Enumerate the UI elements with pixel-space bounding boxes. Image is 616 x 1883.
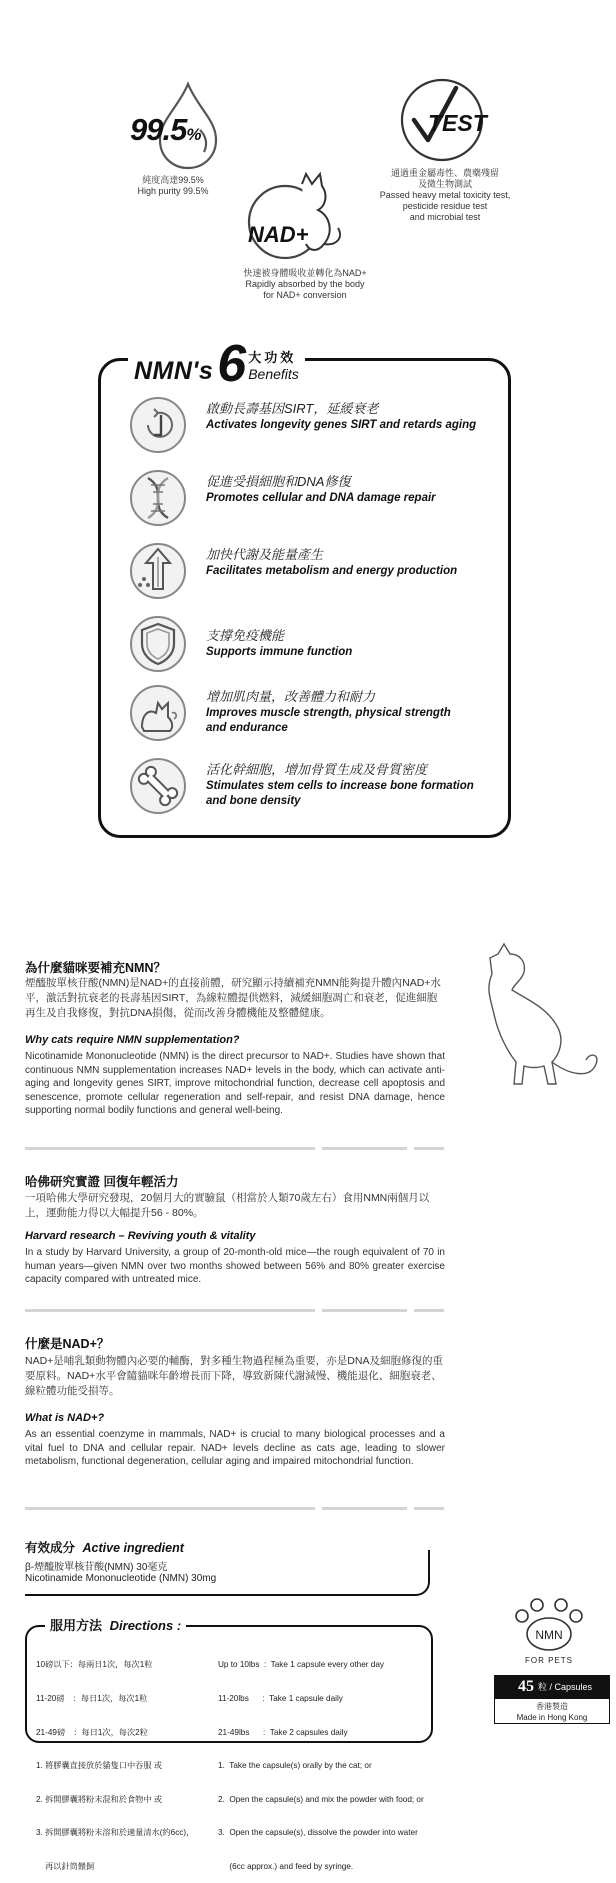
brand-logo-sub: FOR PETS bbox=[524, 1656, 573, 1665]
section-divider bbox=[414, 1507, 444, 1510]
benefit-item bbox=[128, 468, 498, 530]
dna-icon bbox=[128, 468, 188, 528]
directions-cn-line: 2. 拆開膠囊將粉末混和於食物中 或 bbox=[36, 1794, 163, 1804]
directions-title-cn: 服用方法 bbox=[50, 1618, 103, 1633]
nad-label: NAD+ bbox=[248, 222, 309, 247]
section-divider bbox=[25, 1507, 315, 1510]
section-divider bbox=[414, 1309, 444, 1312]
benefit-cn: 促進受損細胞和DNA修復 bbox=[206, 474, 351, 489]
origin-en: Made in Hong Kong bbox=[516, 1713, 588, 1722]
test-caption-en2: pesticide residue test bbox=[402, 201, 488, 211]
capsule-unit: 粒 / Capsules bbox=[538, 1682, 593, 1692]
test-caption-cn2: 及微生物測試 bbox=[417, 179, 472, 189]
directions-title-en: Directions : bbox=[109, 1618, 182, 1633]
directions-cn-line: 11-20磅 ：每日1次，每次1粒 bbox=[36, 1694, 148, 1704]
cat-muscle-icon bbox=[128, 683, 188, 743]
test-caption-cn1: 通過重金屬毒性、農藥殘留 bbox=[390, 168, 499, 178]
test-label: TEST bbox=[428, 110, 487, 136]
harvard-heading-cn: 哈佛研究實證 回復年輕活力 bbox=[25, 1175, 179, 1189]
section-divider bbox=[414, 1147, 444, 1150]
capsule-count-badge bbox=[494, 1675, 610, 1698]
metabolism-arrow-icon bbox=[128, 541, 188, 601]
ingredient-line-cn: β-煙醯胺單核苷酸(NMN) 30毫克 bbox=[25, 1562, 168, 1573]
directions-en-line: 3. Open the capsule(s), dissolve the powder into water bbox=[218, 1828, 418, 1838]
test-caption-en3: and microbial test bbox=[409, 212, 481, 222]
benefit-item bbox=[128, 541, 498, 603]
benefit-en: Improves muscle strength, physical strength bbox=[206, 707, 451, 719]
origin-cn: 香港製造 bbox=[536, 1702, 568, 1711]
bone-icon bbox=[128, 756, 188, 816]
benefit-cn: 增加肌肉量，改善體力和耐力 bbox=[206, 689, 376, 704]
purity-caption-en: High purity 99.5% bbox=[137, 186, 209, 196]
directions-en-line: 11-20lbs : Take 1 capsule daily bbox=[218, 1694, 343, 1704]
benefit-cn: 加快代謝及能量產生 bbox=[206, 547, 324, 562]
nad-heading-en: What is NAD+? bbox=[25, 1412, 105, 1424]
shield-icon bbox=[128, 614, 188, 674]
benefit-en: Promotes cellular and DNA damage repair bbox=[206, 492, 436, 504]
harvard-body-cn: 一項哈佛大學研究發現，20個月大的實驗鼠（相當於人類70歲左右）食用NMN兩個月以上，運動能力得以大幅提升56 - 80%。 bbox=[25, 1192, 430, 1219]
why-heading-cn: 為什麼貓咪要補充NMN？ bbox=[25, 961, 166, 975]
nad-caption-en2: for NAD+ conversion bbox=[263, 290, 347, 300]
benefit-item bbox=[128, 614, 498, 676]
cat-silhouette-icon bbox=[468, 944, 604, 1094]
paw-logo-icon bbox=[512, 1596, 586, 1654]
nad-body-en: As an essential coenzyme in mammals, NAD+ is crucial to many biological processes and a vital fuel to DNA and cellular repair. NAD+ levels decline as cats age, leading to slower metabolism, functional degeneration, cellular aging and impaired mitochondrial function. bbox=[25, 1429, 445, 1467]
directions-cn-line: 10磅以下：每兩日1次，每次1粒 bbox=[36, 1660, 153, 1670]
benefits-title-cn: 大功效 bbox=[248, 350, 297, 365]
benefit-item bbox=[128, 756, 498, 818]
directions-cn-line: 再以針筒餵飼 bbox=[36, 1862, 95, 1872]
nad-heading-cn: 什麼是NAD+？ bbox=[25, 1337, 110, 1351]
benefits-title-en: Benefits bbox=[248, 366, 299, 382]
directions-cn-column bbox=[36, 1637, 194, 1883]
nad-caption-cn: 快速被身體吸收並轉化為NAD+ bbox=[243, 268, 367, 278]
nad-cat-icon bbox=[240, 172, 358, 262]
benefit-cn: 支撐免疫機能 bbox=[206, 628, 285, 643]
why-body-cn: 煙醯胺單核苷酸(NMN)是NAD+的直接前體，研究顯示持續補充NMN能夠提升體內NAD+水平，激活對抗衰老的長壽基因SIRT，為線粒體提供燃料，減緩細胞凋亡和衰老，促進細胞再生及自我修復，對抗DNA損傷，從而改善身體機能及整體健康。 bbox=[25, 977, 441, 1019]
benefit-cn: 啟動長壽基因SIRT，延緩衰老 bbox=[206, 401, 379, 416]
clock-reverse-icon bbox=[128, 395, 188, 455]
section-divider bbox=[25, 1309, 315, 1312]
benefit-item bbox=[128, 395, 498, 457]
benefits-title bbox=[128, 335, 305, 393]
section-divider bbox=[322, 1507, 407, 1510]
nad-caption-en1: Rapidly absorbed by the body bbox=[245, 279, 365, 289]
ingredient-title-en: Active ingredient bbox=[82, 1541, 184, 1555]
ingredient-title bbox=[25, 1538, 184, 1556]
directions-en-line: 2. Open the capsule(s) and mix the powder with food; or bbox=[218, 1794, 424, 1804]
section-divider bbox=[322, 1147, 407, 1150]
directions-en-line: Up to 10lbs : Take 1 capsule every other day bbox=[218, 1660, 384, 1670]
section-divider bbox=[322, 1309, 407, 1312]
benefit-en-line2: and endurance bbox=[206, 722, 288, 734]
benefit-en: Activates longevity genes SIRT and retards aging bbox=[206, 419, 477, 431]
directions-cn-line: 3. 拆開膠囊將粉末溶和於適量清水(約6cc)， bbox=[36, 1828, 195, 1838]
benefits-title-nmn: NMN's bbox=[134, 357, 214, 385]
nad-body-cn: NAD+是哺乳類動物體內必要的輔酶，對多種生物過程極為重要，亦是DNA及細胞修復的重要原料。NAD+水平會隨貓咪年齡增長而下降，導致新陳代謝減慢、機能退化、細胞衰老、線粒體功能受損等。 bbox=[25, 1355, 443, 1397]
benefit-en: Stimulates stem cells to increase bone formation bbox=[206, 780, 474, 792]
harvard-heading-en: Harvard research – Reviving youth & vitality bbox=[25, 1230, 256, 1242]
origin-label bbox=[494, 1698, 610, 1724]
directions-en-line: 21-49lbs : Take 2 capsules daily bbox=[218, 1727, 348, 1737]
benefits-title-six: 6 bbox=[217, 335, 247, 393]
section-divider bbox=[25, 1147, 315, 1150]
directions-en-line: (6cc approx.) and feed by syringe. bbox=[218, 1862, 354, 1872]
directions-cn-line: 21-49磅 ：每日1次，每次2粒 bbox=[36, 1727, 148, 1737]
why-body-en: Nicotinamide Mononucleotide (NMN) is the direct precursor to NAD+. Studies have shown that continuous NMN supplementation increases NAD+ levels in the body, which can activate anti-aging and longevity genes SIRT, improve mitochondrial function, decrease cell apoptosis and senescence, promote cellular regeneration and self-repair, and resist DNA damage, hence supporting normal bodily functions and general well-being. bbox=[25, 1051, 445, 1116]
ingredient-line-en: Nicotinamide Mononucleotide (NMN) 30mg bbox=[25, 1573, 217, 1584]
harvard-body-en: In a study by Harvard University, a group of 20-month-old mice—the rough equivalent of 70 in human years—given NMN over two months showed between 56% and 80% greater exercise capacity compared with untreated mice. bbox=[25, 1247, 445, 1285]
directions-en-column bbox=[218, 1637, 424, 1883]
purity-value: 99.5% bbox=[130, 112, 201, 147]
capsule-count: 45 bbox=[518, 1677, 534, 1695]
benefit-en: Supports immune function bbox=[206, 646, 353, 658]
benefit-en-line2: and bone density bbox=[206, 795, 301, 807]
purity-caption-cn: 純度高達99.5% bbox=[142, 175, 204, 185]
brand-logo-text: NMN bbox=[535, 1628, 563, 1642]
benefit-en: Facilitates metabolism and energy production bbox=[206, 565, 458, 577]
directions-cn-line: 1. 將膠囊直接放於貓隻口中吞服 或 bbox=[36, 1761, 163, 1771]
directions-en-line: 1. Take the capsule(s) orally by the cat; or bbox=[218, 1761, 372, 1771]
benefit-item bbox=[128, 683, 498, 745]
benefit-cn: 活化幹細胞，增加骨質生成及骨質密度 bbox=[206, 762, 428, 777]
directions-title bbox=[45, 1615, 186, 1634]
why-heading-en: Why cats require NMN supplementation? bbox=[25, 1034, 240, 1046]
test-caption-en1: Passed heavy metal toxicity test, bbox=[379, 190, 511, 200]
ingredient-title-cn: 有效成分 bbox=[25, 1541, 76, 1555]
